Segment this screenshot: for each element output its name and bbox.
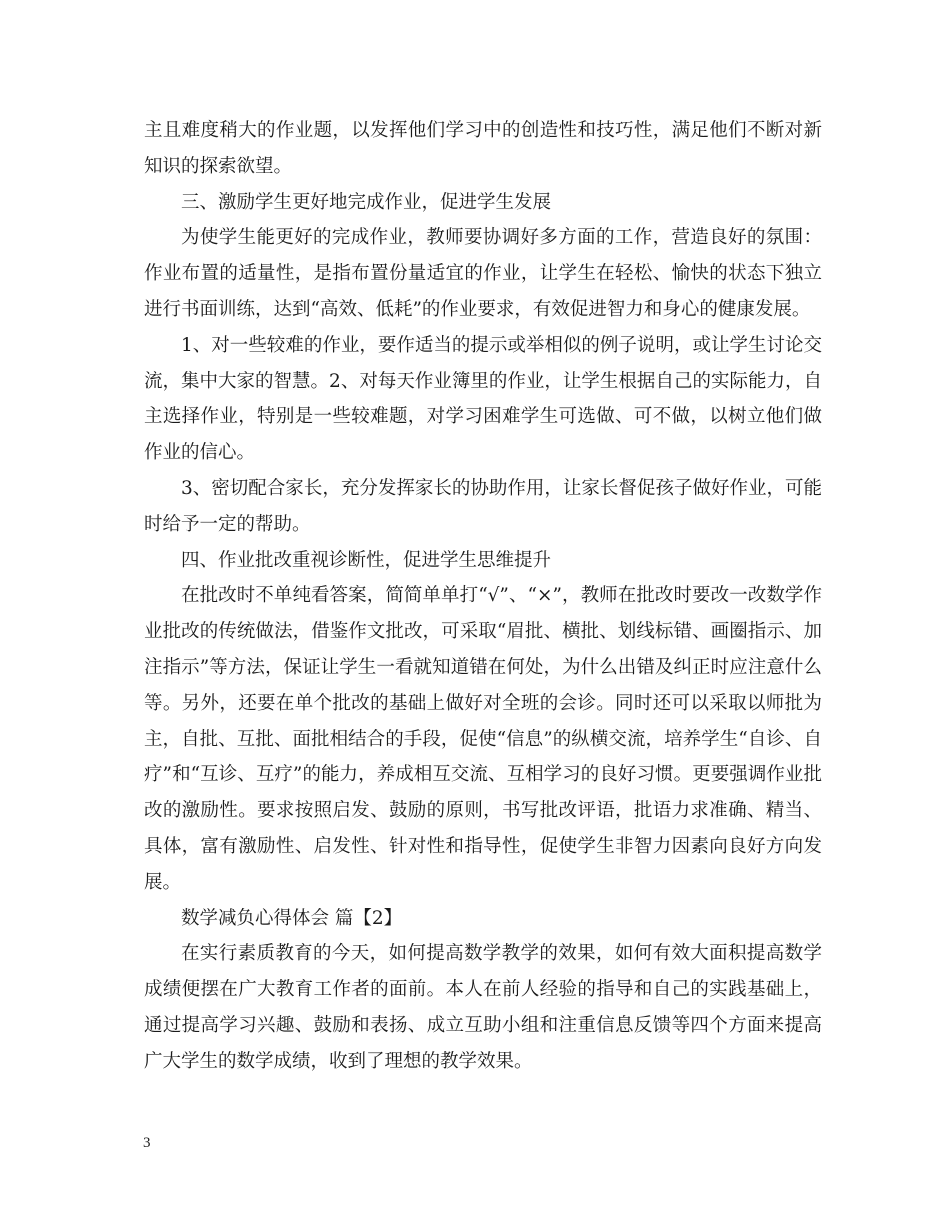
paragraph: 为使学生能更好的完成作业，教师要协调好多方面的工作，营造良好的氛围：作业布置的适量性，是指布置份量适宜的作业，让学生在轻松、愉快的状态下独立进行书面训练，达到“高效、低耗”的作业要求，有效促进智力和身心的健康发展。 xyxy=(144,227,822,320)
paragraph: 1、对一些较难的作业，要作适当的提示或举相似的例子说明，或让学生讨论交流，集中大家的智慧。2、对每天作业簿里的作业，让学生根据自己的实际能力，自主选择作业，特别是一些较难题，对学习困难学生可选做、可不做，以树立他们做作业的信心。 xyxy=(144,334,822,464)
section-heading-3: 三、激励学生更好地完成作业，促进学生发展 xyxy=(181,191,552,213)
paragraph: 3、密切配合家长，充分发挥家长的协助作用，让家长督促孩子做好作业，可能时给予一定的帮助。 xyxy=(144,477,822,535)
article-title: 数学减负心得体会 篇【2】 xyxy=(181,907,403,929)
document-body xyxy=(144,113,822,1080)
page-number: 3 xyxy=(143,1135,151,1151)
paragraph: 在批改时不单纯看答案，简简单单打“√”、“×”，教师在批改时要改一改数学作业批改的传统做法，借鉴作文批改，可采取“眉批、横批、划线标错、画圈指示、加注指示”等方法，保证让学生一看就知道错在何处，为什么出错及纠正时应注意什么等。另外，还要在单个批改的基础上做好对全班的会诊。同时还可以采取以师批为主，自批、互批、面批相结合的手段，促使“信息”的纵横交流，培养学生“自诊、自疗”和“互诊、互疗”的能力，养成相互交流、互相学习的良好习惯。更要强调作业批改的激励性。要求按照启发、鼓励的原则，书写批改评语，批语力求准确、精当、具体，富有激励性、启发性、针对性和指导性，促使学生非智力因素向良好方向发展。 xyxy=(144,585,822,893)
paragraph-continuation: 主且难度稍大的作业题，以发挥他们学习中的创造性和技巧性，满足他们不断对新知识的探索欲望。 xyxy=(144,120,822,177)
paragraph: 在实行素质教育的今天，如何提高数学教学的效果，如何有效大面积提高数学成绩便摆在广大教育工作者的面前。本人在前人经验的指导和自己的实践基础上，通过提高学习兴趣、鼓励和表扬、成立互助小组和注重信息反馈等四个方面来提高广大学生的数学成绩，收到了理想的教学效果。 xyxy=(144,943,822,1072)
section-heading-4: 四、作业批改重视诊断性，促进学生思维提升 xyxy=(181,549,552,571)
